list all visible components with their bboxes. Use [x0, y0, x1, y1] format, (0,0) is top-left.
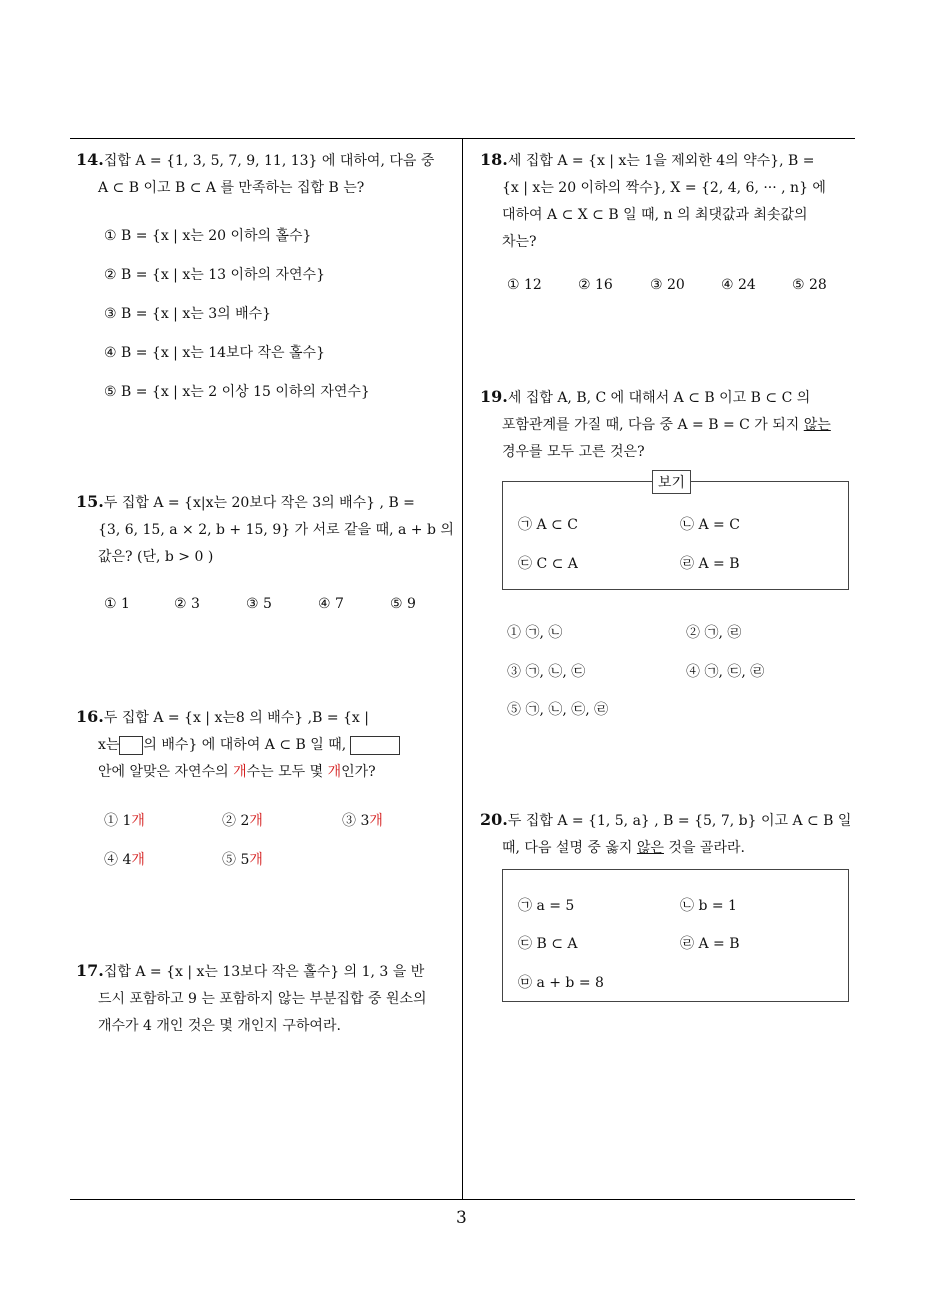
- example-item: ㉢ B ⊂ A: [518, 936, 578, 952]
- question-17: [76, 957, 456, 1040]
- question-number: 18.: [480, 150, 508, 169]
- question-15: [76, 488, 456, 571]
- choice-3[interactable]: ③ 5: [246, 596, 272, 612]
- choice-unit: 개: [249, 813, 263, 829]
- question-text: 인가?: [341, 764, 376, 780]
- example-box: [502, 481, 849, 590]
- question-number: 14.: [76, 150, 104, 169]
- choice-2[interactable]: ② B = {x | x는 13 이하의 자연수}: [104, 267, 325, 283]
- question-16: [76, 703, 456, 786]
- choice-3[interactable]: ③ B = {x | x는 3의 배수}: [104, 306, 272, 322]
- choice-unit: 개: [249, 852, 263, 868]
- choice-1[interactable]: ① ㉠, ㉡: [507, 625, 563, 641]
- choice-5[interactable]: [222, 849, 263, 869]
- choice-2[interactable]: [222, 810, 263, 830]
- question-text: 때, 다음 설명 중 옳지: [502, 840, 637, 856]
- question-text: {x | x는 20 이하의 짝수}, X = {2, 4, 6, ··· , n} 에: [502, 180, 826, 196]
- underlined-text: 않은: [636, 840, 664, 856]
- question-text: 차는?: [502, 234, 537, 250]
- choice-3[interactable]: ③ ㉠, ㉡, ㉢: [507, 664, 586, 680]
- choice-4[interactable]: ④ B = {x | x는 14보다 작은 홀수}: [104, 345, 325, 361]
- question-number: 19.: [480, 387, 508, 406]
- question-text: 값은? (단, b > 0 ): [98, 549, 214, 565]
- choice-4[interactable]: ④ 7: [318, 596, 344, 612]
- highlight-text: 개: [233, 764, 247, 780]
- example-item: ㉣ A = B: [680, 936, 740, 952]
- example-item: ㉤ a + b = 8: [518, 975, 604, 991]
- choice-1[interactable]: [104, 810, 145, 830]
- question-19: [480, 383, 860, 466]
- question-number: 15.: [76, 492, 104, 511]
- choice-3[interactable]: ③ 20: [650, 277, 685, 293]
- choice-label: ① 1: [104, 813, 132, 829]
- question-text: 세 집합 A, B, C 에 대해서 A ⊂ B 이고 B ⊂ C 의: [507, 390, 811, 406]
- choice-label: ⑤ 5: [222, 852, 250, 868]
- choice-2[interactable]: ② 16: [578, 277, 613, 293]
- question-text: 수는 모두 몇: [246, 764, 328, 780]
- question-number: 16.: [76, 707, 104, 726]
- example-item: ㉢ C ⊂ A: [518, 556, 578, 572]
- choice-1[interactable]: ① 1: [104, 596, 130, 612]
- question-18: [480, 146, 860, 256]
- choice-label: ④ 4: [104, 852, 132, 868]
- question-text: A ⊂ B 이고 B ⊂ A 를 만족하는 집합 B 는?: [98, 180, 365, 196]
- example-item: ㉠ A ⊂ C: [518, 517, 578, 533]
- example-item: ㉡ A = C: [680, 517, 740, 533]
- answer-blank: [350, 736, 400, 755]
- choice-unit: 개: [369, 813, 383, 829]
- question-text: 대하여 A ⊂ X ⊂ B 일 때, n 의 최댓값과 최솟값의: [502, 207, 808, 223]
- question-text: 집합 A = {1, 3, 5, 7, 9, 11, 13} 에 대하여, 다음 중: [103, 153, 435, 169]
- question-text: 포함관계를 가질 때, 다음 중 A = B = C 가 되지: [502, 417, 804, 433]
- choice-5[interactable]: ⑤ ㉠, ㉡, ㉢, ㉣: [507, 702, 609, 718]
- example-item: ㉣ A = B: [680, 556, 740, 572]
- highlight-text: 개: [327, 764, 342, 780]
- question-text: 세 집합 A = {x | x는 1을 제외한 4의 약수}, B =: [507, 153, 815, 169]
- choice-label: ② 2: [222, 813, 250, 829]
- choice-1[interactable]: ① 12: [507, 277, 542, 293]
- question-text: 안에 알맞은 자연수의: [98, 764, 234, 780]
- choice-5[interactable]: ⑤ B = {x | x는 2 이상 15 이하의 자연수}: [104, 384, 370, 400]
- answer-blank: [119, 736, 143, 755]
- example-item: ㉠ a = 5: [518, 898, 575, 914]
- choice-1[interactable]: ① B = {x | x는 20 이하의 홀수}: [104, 228, 312, 244]
- question-text: 두 집합 A = {1, 5, a} , B = {5, 7, b} 이고 A ⊂ B 일: [507, 813, 852, 829]
- question-text: x는: [98, 737, 120, 753]
- choice-5[interactable]: ⑤ 9: [390, 596, 416, 612]
- question-text: 것을 골라라.: [663, 840, 745, 856]
- question-text: 경우를 모두 고른 것은?: [502, 444, 645, 460]
- choice-5[interactable]: ⑤ 28: [792, 277, 827, 293]
- page-number: 3: [456, 1208, 467, 1228]
- column-divider: [462, 139, 463, 1199]
- question-text: 두 집합 A = {x | x는8 의 배수} ,B = {x |: [103, 710, 369, 726]
- question-text: 의 배수} 에 대하여 A ⊂ B 일 때,: [143, 737, 347, 753]
- choice-2[interactable]: ② ㉠, ㉣: [686, 625, 742, 641]
- example-box-title: 보기: [652, 470, 691, 494]
- choice-4[interactable]: ④ ㉠, ㉢, ㉣: [686, 664, 765, 680]
- question-text: 개수가 4 개인 것은 몇 개인지 구하여라.: [98, 1018, 341, 1034]
- question-20: [480, 806, 860, 862]
- question-number: 17.: [76, 961, 104, 980]
- question-14: [76, 146, 456, 202]
- example-item: ㉡ b = 1: [680, 898, 737, 914]
- choice-3[interactable]: [342, 810, 383, 830]
- underlined-text: 않는: [803, 417, 831, 433]
- bottom-rule: [70, 1199, 855, 1200]
- question-text: 두 집합 A = {x|x는 20보다 작은 3의 배수} , B =: [103, 495, 415, 511]
- choice-4[interactable]: ④ 24: [721, 277, 756, 293]
- question-text: {3, 6, 15, a × 2, b + 15, 9} 가 서로 같을 때, a + b 의: [98, 522, 454, 538]
- question-text: 집합 A = {x | x는 13보다 작은 홀수} 의 1, 3 을 반: [103, 964, 425, 980]
- question-text: 드시 포함하고 9 는 포함하지 않는 부분집합 중 원소의: [98, 991, 427, 1007]
- choice-2[interactable]: ② 3: [174, 596, 200, 612]
- choice-unit: 개: [131, 852, 145, 868]
- question-number: 20.: [480, 810, 508, 829]
- choice-unit: 개: [131, 813, 145, 829]
- choice-label: ③ 3: [342, 813, 370, 829]
- choice-4[interactable]: [104, 849, 145, 869]
